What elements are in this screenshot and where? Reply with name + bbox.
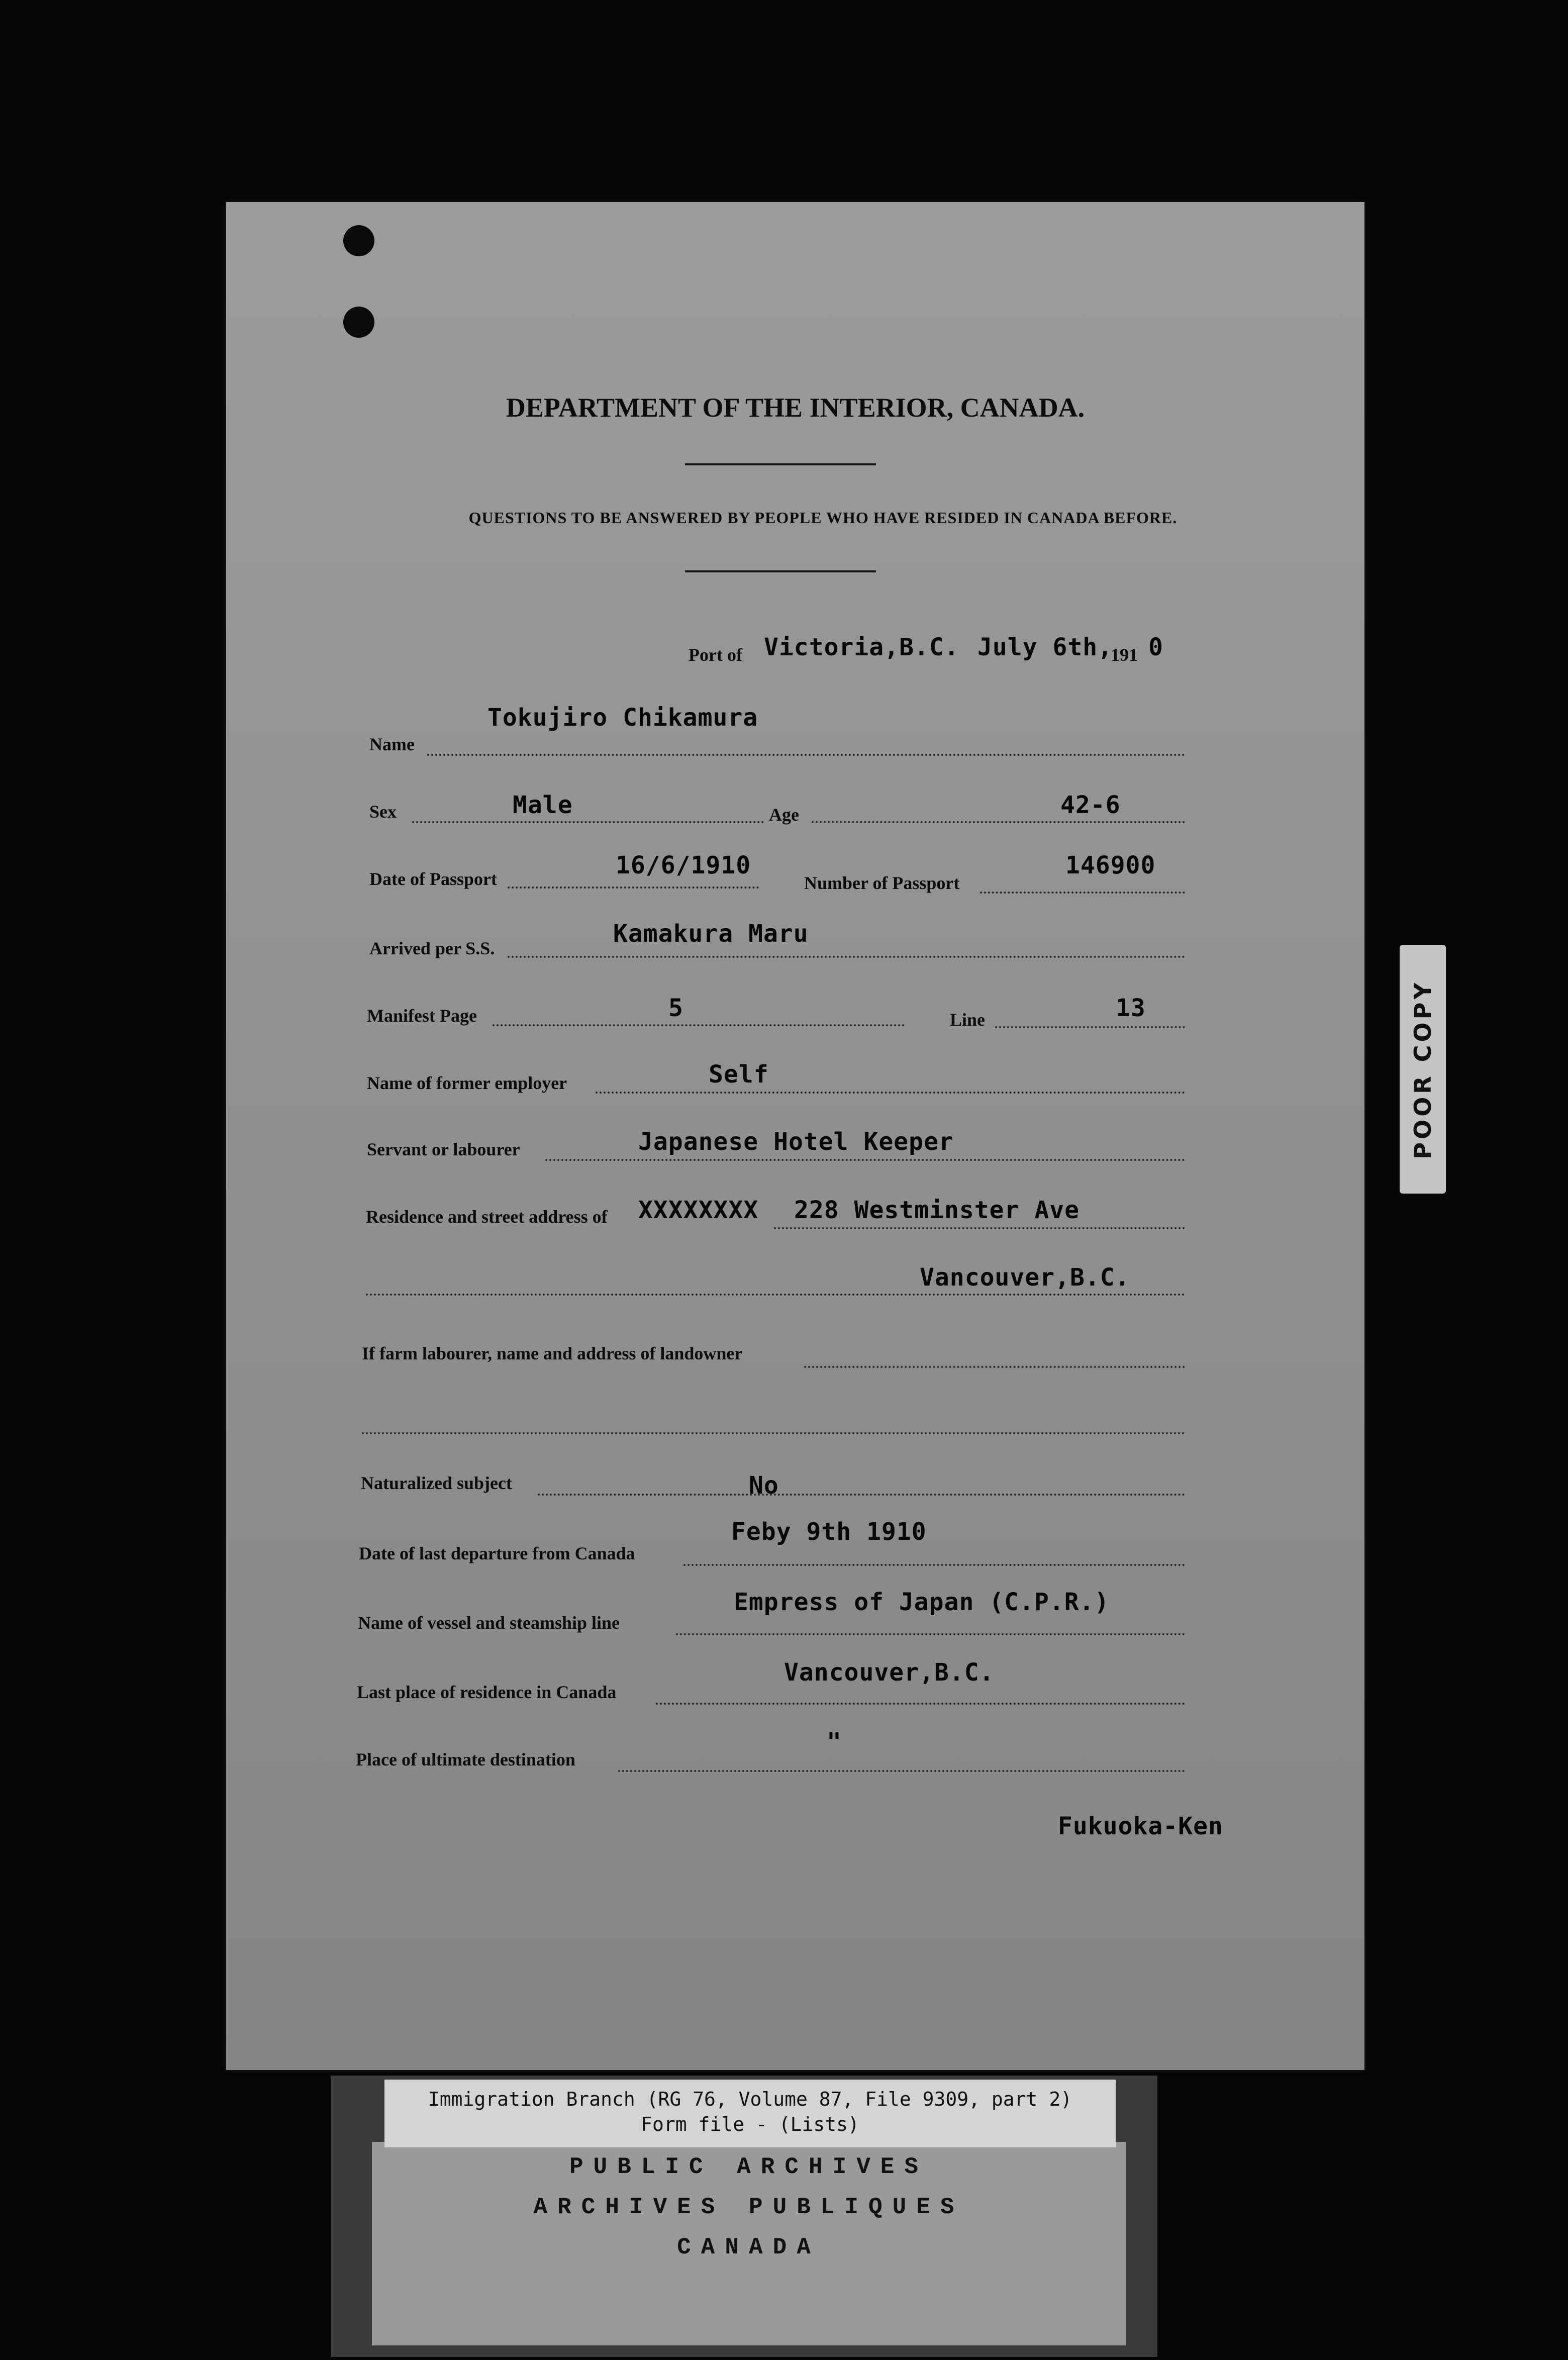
manifest-page-value: 5	[668, 994, 683, 1022]
name-value: Tokujiro Chikamura	[487, 704, 758, 732]
farm-labourer-line-1	[804, 1366, 1185, 1368]
servant-labourer-label: Servant or labourer	[367, 1139, 520, 1159]
last-departure-line	[683, 1564, 1185, 1566]
farm-labourer-label: If farm labourer, name and address of landowner	[362, 1343, 743, 1363]
manifest-page-label: Manifest Page	[367, 1006, 477, 1026]
archives-line-3: CANADA	[677, 2234, 821, 2260]
line-line	[995, 1026, 1185, 1028]
last-residence-label: Last place of residence in Canada	[357, 1682, 617, 1702]
passport-date-label: Date of Passport	[369, 869, 497, 889]
last-departure-value: Feby 9th 1910	[731, 1518, 927, 1546]
passport-date-value: 16/6/1910	[616, 851, 751, 879]
last-departure-label: Date of last departure from Canada	[359, 1543, 635, 1563]
port-label: Port of	[689, 645, 742, 665]
last-residence-line	[656, 1703, 1185, 1705]
sex-line	[412, 821, 764, 823]
title-rule	[685, 463, 876, 465]
arrived-per-value: Kamakura Maru	[613, 920, 809, 948]
punch-hole-top	[343, 225, 374, 256]
naturalized-line	[538, 1494, 1185, 1496]
destination-line	[618, 1770, 1185, 1772]
line-label: Line	[950, 1010, 986, 1030]
reference-line-2: Form file - (Lists)	[641, 2113, 859, 2135]
residence-line-1	[774, 1227, 1185, 1229]
passport-date-line	[508, 887, 759, 889]
prefecture-note: Fukuoka-Ken	[1058, 1812, 1223, 1840]
archives-line-1: PUBLIC ARCHIVES	[569, 2154, 929, 2180]
manifest-page-line	[493, 1024, 905, 1026]
servant-labourer-value: Japanese Hotel Keeper	[638, 1128, 954, 1156]
port-place-value: Victoria,B.C.	[764, 633, 959, 661]
port-date-value: July 6th,	[977, 633, 1113, 661]
subtitle-rule	[685, 570, 876, 572]
port-year-typed: 0	[1148, 633, 1163, 661]
name-label: Name	[369, 734, 415, 754]
farm-labourer-line-2	[362, 1432, 1185, 1434]
port-year-printed: 191	[1111, 645, 1138, 665]
passport-number-value: 146900	[1065, 851, 1156, 879]
line-value: 13	[1116, 994, 1146, 1022]
vessel-line	[676, 1633, 1185, 1635]
residence-struck: XXXXXXXX	[638, 1196, 759, 1224]
age-line	[812, 821, 1185, 823]
last-residence-value: Vancouver,B.C.	[784, 1658, 995, 1687]
form-subtitle: QUESTIONS TO BE ANSWERED BY PEOPLE WHO HAVE RESIDED IN CANADA BEFORE.	[468, 509, 1178, 527]
destination-value: "	[827, 1728, 842, 1756]
arrived-per-label: Arrived per S.S.	[369, 938, 495, 958]
sex-label: Sex	[369, 802, 397, 822]
form-title: DEPARTMENT OF THE INTERIOR, CANADA.	[506, 392, 1085, 423]
punch-hole-bottom	[343, 307, 374, 338]
public-archives-card	[372, 2142, 1126, 2345]
poor-copy-text: POOR COPY	[1409, 979, 1436, 1159]
age-label: Age	[769, 805, 799, 825]
vessel-label: Name of vessel and steamship line	[358, 1613, 620, 1633]
residence-line1-value: 228 Westminster Ave	[794, 1196, 1080, 1224]
naturalized-value: No	[749, 1471, 779, 1500]
former-employer-value: Self	[709, 1060, 769, 1089]
reference-card	[384, 2080, 1116, 2147]
residence-label: Residence and street address of	[366, 1207, 608, 1227]
reference-line-1: Immigration Branch (RG 76, Volume 87, File 9309, part 2)	[428, 2088, 1072, 2110]
immigration-form	[226, 202, 1364, 2070]
sex-value: Male	[513, 791, 573, 819]
passport-number-line	[980, 892, 1185, 894]
servant-labourer-line	[545, 1159, 1185, 1161]
name-line	[427, 754, 1185, 756]
naturalized-label: Naturalized subject	[361, 1473, 512, 1493]
former-employer-line	[596, 1092, 1185, 1094]
age-value: 42-6	[1060, 791, 1121, 819]
vessel-value: Empress of Japan (C.P.R.)	[734, 1588, 1110, 1616]
residence-line-2	[366, 1294, 1185, 1296]
archives-line-2: ARCHIVES PUBLIQUES	[533, 2194, 964, 2220]
poor-copy-stamp	[1400, 945, 1446, 1194]
residence-line2-value: Vancouver,B.C.	[920, 1263, 1130, 1292]
passport-number-label: Number of Passport	[804, 873, 960, 893]
arrived-per-line	[508, 956, 1185, 958]
former-employer-label: Name of former employer	[367, 1073, 567, 1093]
destination-label: Place of ultimate destination	[356, 1749, 575, 1769]
